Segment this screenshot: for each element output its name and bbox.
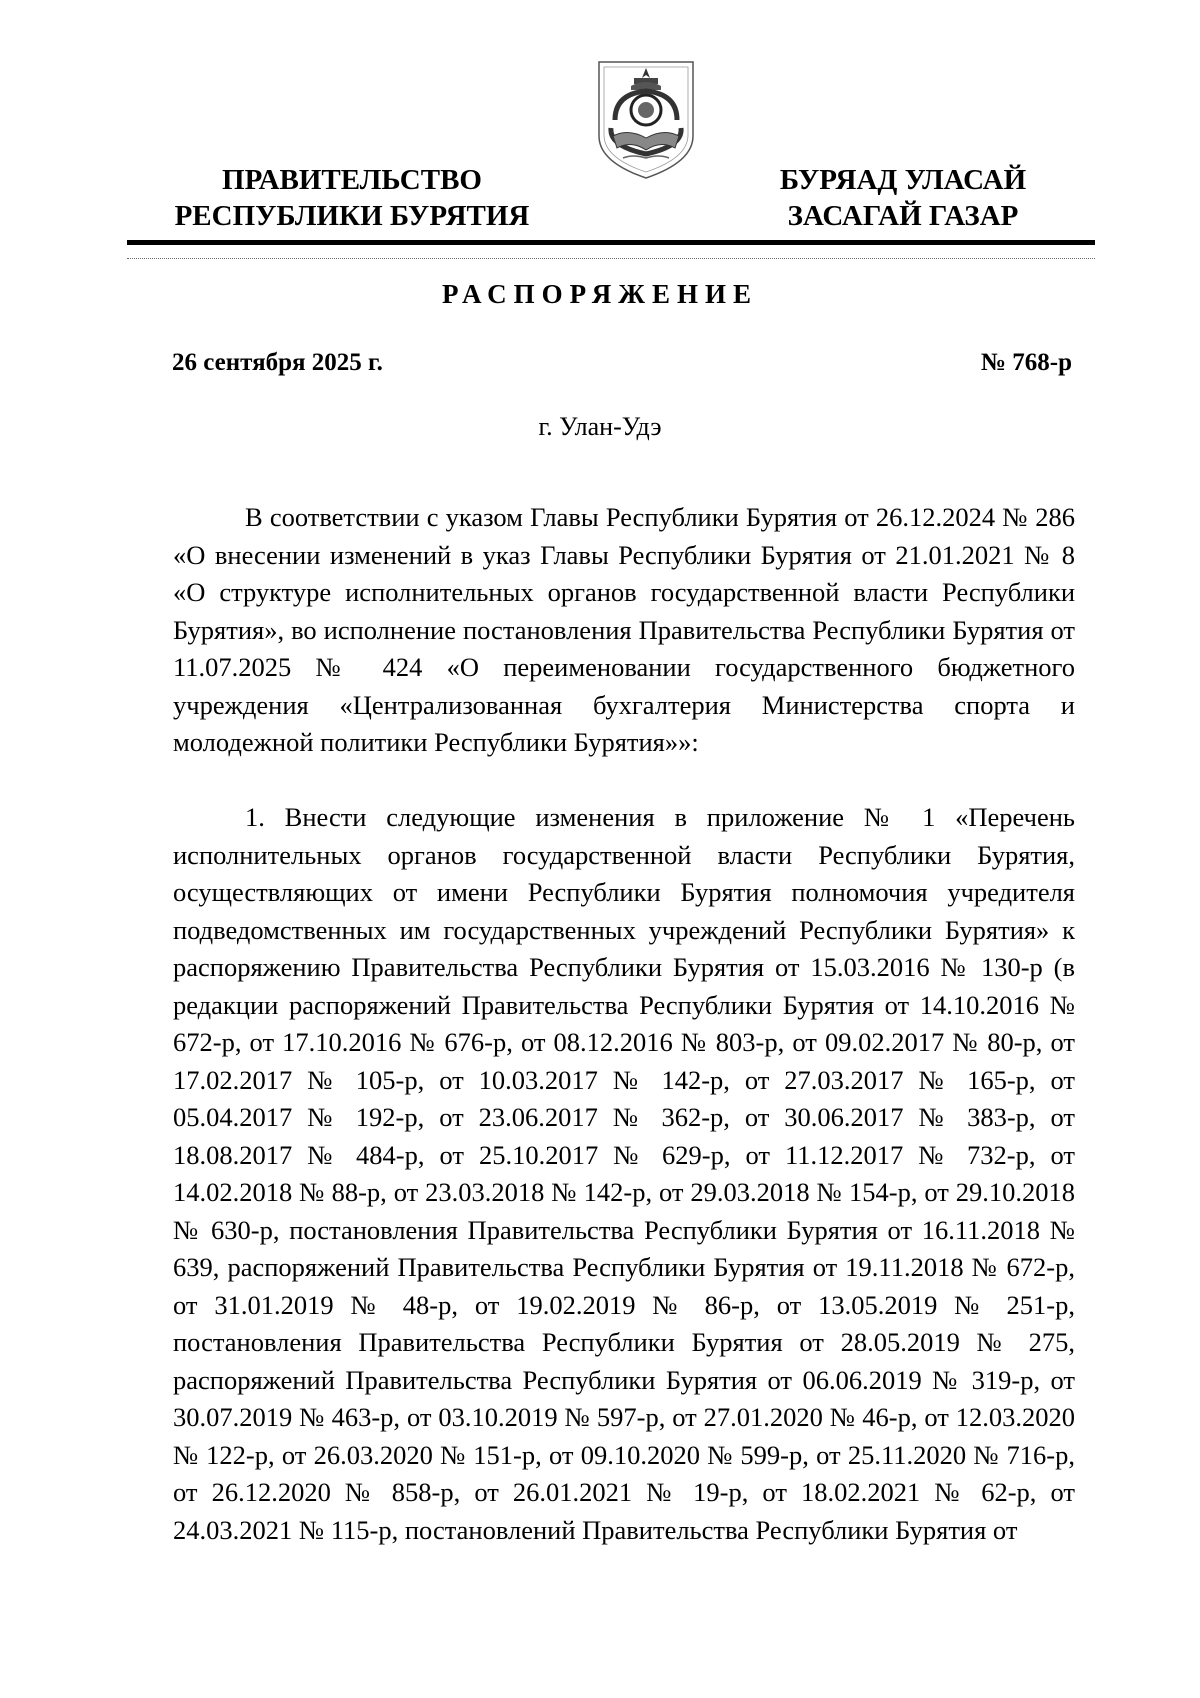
organization-name-buryat [748,162,1058,234]
document-number: № 768-р [980,349,1072,376]
org-right-line-2: ЗАСАГАЙ ГАЗАР [787,200,1019,232]
org-right-line-1: БУРЯАД УЛАСАЙ [779,164,1027,196]
coat-of-arms-icon [593,58,699,182]
document-type-title: РАСПОРЯЖЕНИЕ [441,279,759,309]
organization-name-russian [152,162,552,234]
org-left-line-1: ПРАВИТЕЛЬСТВО [222,164,482,196]
header-divider-thin [127,258,1095,259]
org-left-line-2: РЕСПУБЛИКИ БУРЯТИЯ [174,200,530,232]
document-city: г. Улан-Удэ [538,412,662,441]
preamble-paragraph: В соответствии с указом Главы Республики Бурятия от 26.12.2024 № 286 «О внесении изменений в указ Главы Республики Бурятия от 21.01.2021 № 8 «О структуре исполнительных органов государственной власти Республики Бурятия», во исполнение постановления Правительства Республики Бурятия от 11.07.2025 № 424 «О переименовании государственного бюджетного учреждения «Централизованная бухгалтерия Министерства спорта и молодежной политики Республики Бурятия»»: [173,502,1075,757]
clause-1-paragraph: 1. Внести следующие изменения в приложение № 1 «Перечень исполнительных органов государственной власти Республики Бурятия, осуществляющих от имени Республики Бурятия полномочия учредителя подведомственных им государственных учреждений Республики Бурятия» к распоряжению Правительства Республики Бурятия от 15.03.2016 № 130-р (в редакции распоряжений Правительства Республики Бурятия от 14.10.2016 № 672-р, от 17.10.2016 № 676-р, от 08.12.2016 № 803-р, от 09.02.2017 № 80-р, от 17.02.2017 № 105-р, от 10.03.2017 № 142-р, от 27.03.2017 № 165-р, от 05.04.2017 № 192-р, от 23.06.2017 № 362-р, от 30.06.2017 № 383-р, от 18.08.2017 № 484-р, от 25.10.2017 № 629-р, от 11.12.2017 № 732-р, от 14.02.2018 № 88-р, от 23.03.2018 № 142-р, от 29.03.2018 № 154-р, от 29.10.2018 № 630-р, постановления Правительства Республики Бурятия от 16.11.2018 № 639, распоряжений Правительства Республики Бурятия от 19.11.2018 № 672-р, от 31.01.2019 № 48-р, от 19.02.2019 № 86-р, от 13.05.2019 № 251-р, постановления Правительства Республики Бурятия от 28.05.2019 № 275, распоряжений Правительства Республики Бурятия от 06.06.2019 № 319-р, от 30.07.2019 № 463-р, от 03.10.2019 № 597-р, от 27.01.2020 № 46-р, от 12.03.2020 № 122-р, от 26.03.2020 № 151-р, от 09.10.2020 № 599-р, от 25.11.2020 № 716-р, от 26.12.2020 № 858-р, от 26.01.2021 № 19-р, от 18.02.2021 № 62-р, от 24.03.2021 № 115-р, постановлений Правительства Республики Бурятия от [173,802,1075,1545]
document-date: 26 сентября 2025 г. [172,349,383,376]
header-divider-thick [127,240,1095,245]
